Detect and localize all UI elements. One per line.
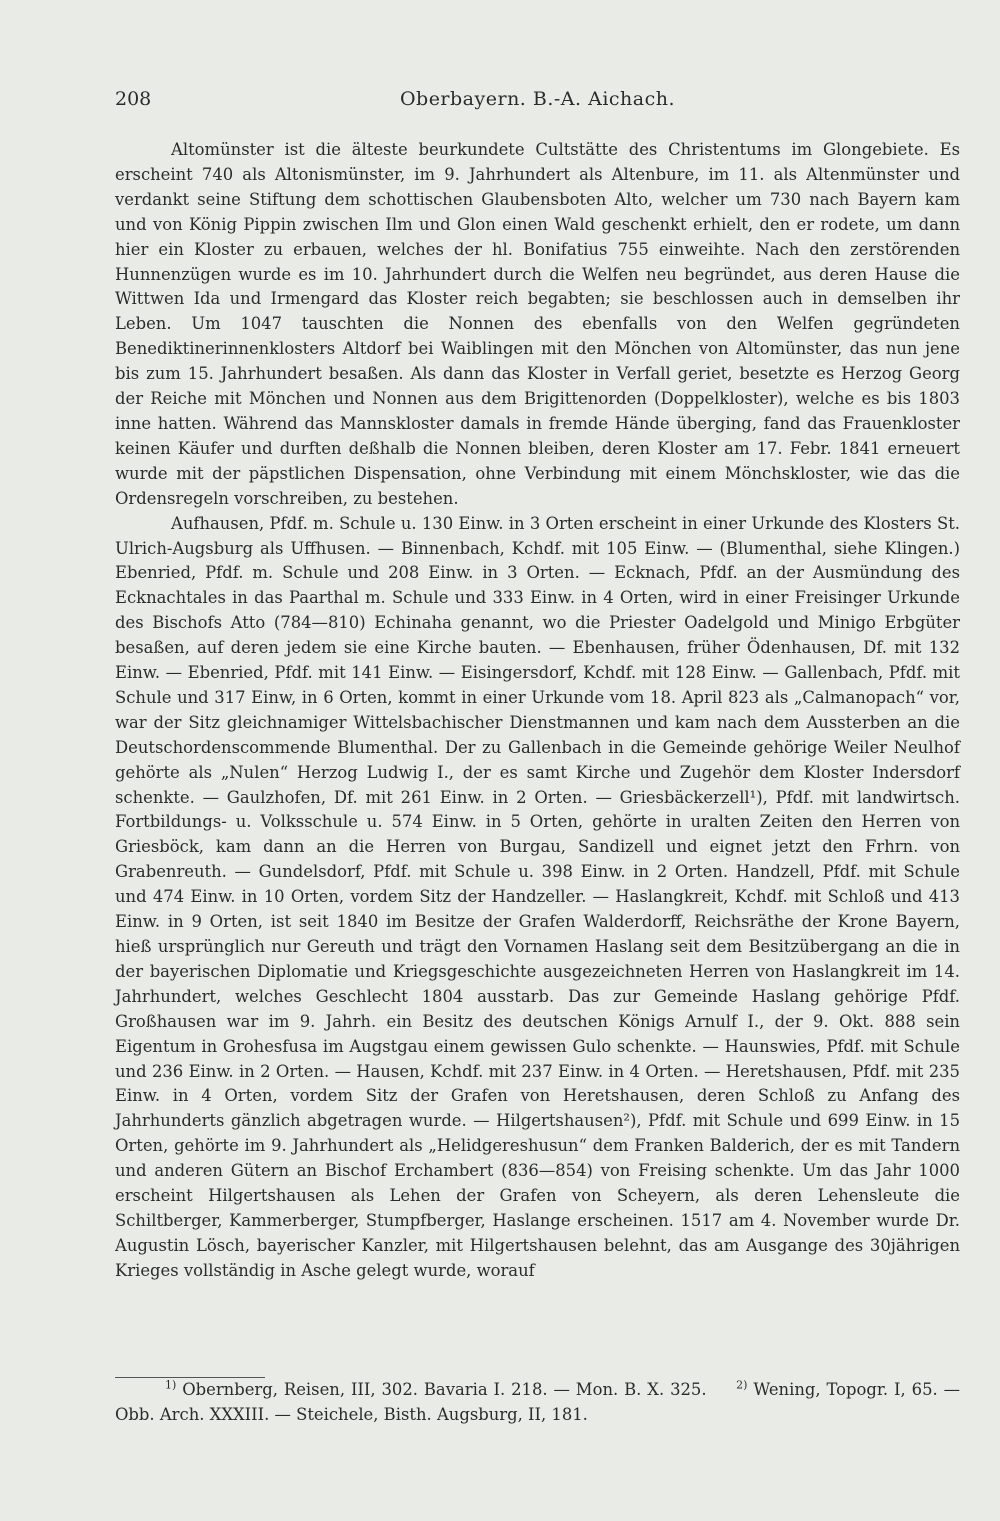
footnote-marker-2: 2) <box>736 1378 748 1392</box>
footnote-marker-1: 1) <box>165 1378 177 1392</box>
paragraph-place-entries: Aufhausen, Pfdf. m. Schule u. 130 Einw. in 3 Orten erscheint in einer Urkunde des Klosters St. Ulrich-Augsburg als Uffhusen. — Binnenbach, Kchdf. mit 105 Einw. — (Blumenthal, siehe Klingen.) Ebenried, Pfdf. m. Schule und 208 Einw. in 3 Orten. — Ecknach, Pfdf. an der Ausmündung des Ecknachtales in das Paarthal m. Schule und 333 Einw. in 4 Orten, wird in einer Freisinger Urkunde des Bischofs Atto (784—810) Echinaha genannt, wo die Priester Oadelgold und Minigo Erbgüter besaßen, auf deren jedem sie eine Kirche bauten. — Ebenhausen, früher Ödenhausen, Df. mit 132 Einw. — Ebenried, Pfdf. mit 141 Einw. — Eisingersdorf, Kchdf. mit 128 Einw. — Gallenbach, Pfdf. mit Schule und 317 Einw, in 6 Orten, kommt in einer Urkunde vom 18. April 823 als „Calmanopach“ vor, war der Sitz gleichnamiger Wittelsbachischer Dienstmannen und kam nach dem Aussterben an die Deutschordenscommende Blumenthal. Der zu Gallenbach in die Gemeinde gehörige Weiler Neulhof gehörte als „Nulen“ Herzog Ludwig I., der es samt Kirche und Zugehör dem Kloster Indersdorf schenkte. — Gaulzhofen, Df. mit 261 Einw. in 2 Orten. — Griesbäckerzell¹), Pfdf. mit landwirtsch. Fortbildungs- u. Volksschule u. 574 Einw. in 5 Orten, gehörte in uralten Zeiten den Herren von Griesböck, kam dann an die Herren von Burgau, Sandizell und eignet jetzt den Frhrn. von Grabenreuth. — Gundelsdorf, Pfdf. mit Schule u. 398 Einw. in 2 Orten. Handzell, Pfdf. mit Schule und 474 Einw. in 10 Orten, vordem Sitz der Handzeller. — Haslangkreit, Kchdf. mit Schloß und 413 Einw. in 9 Orten, ist seit 1840 im Besitze der Grafen Walderdorff, Reichsräthe der Krone Bayern, hieß ursprünglich nur Gereuth und trägt den Vornamen Haslang seit dem Besitzübergang an die in der bayerischen Diplomatie und Kriegsgeschichte ausgezeichneten Herren von Haslangkreit im 14. Jahrhundert, welches Geschlecht 1804 ausstarb. Das zur Gemeinde Haslang gehörige Pfdf. Großhausen war im 9. Jahrh. ein Besitz des deutschen Königs Arnulf I., der 9. Okt. 888 sein Eigentum in Grohesfusa im Augstgau einem gewissen Gulo schenkte. — Haunswies, Pfdf. mit Schule und 236 Einw. in 2 Orten. — Hausen, Kchdf. mit 237 Einw. in 4 Orten. — Heretshausen, Pfdf. mit 235 Einw. in 4 Orten, vordem Sitz der Grafen von Heretshausen, deren Schloß zu Anfang des Jahrhunderts gänzlich abgetragen wurde. — Hilgertshausen²), Pfdf. mit Schule und 699 Einw. in 15 Orten, gehörte im 9. Jahrhundert als „Helidgereshusun“ dem Franken Balderich, der es mit Tandern und anderen Gütern an Bischof Erchambert (836—854) von Freising schenkte. Um das Jahr 1000 erscheint Hilgertshausen als Lehen der Grafen von Scheyern, als deren Lehensleute die Schiltberger, Kammerberger, Stumpfberger, Haslange erscheinen. 1517 am 4. November wurde Dr. Augustin Lösch, bayerischer Kanzler, mit Hilgertshausen belehnt, das am Ausgange des 30jährigen Krieges vollständig in Asche gelegt wurde, worauf <box>115 513 960 1280</box>
footnote-1-text: Obernberg, Reisen, III, 302. Bavaria I. 218. — Mon. B. X. 325. <box>182 1380 707 1399</box>
running-title: Oberbayern. B.-A. Aichach. <box>399 88 676 110</box>
page-number: 208 <box>115 88 152 110</box>
footnote-line <box>115 1378 960 1427</box>
main-text <box>115 138 960 1284</box>
footnotes <box>115 1378 960 1427</box>
paragraph-altomuenster: Altomünster ist die älteste beurkundete Cultstätte des Christentums im Glongebiete. Es erscheint 740 als Altonismünster, im 9. Jahrhundert als Altenbure, im 11. als Altenmünster und verdankt seine Stiftung dem schottischen Glaubensboten Alto, welcher um 730 nach Bayern kam und von König Pippin zwischen Ilm und Glon einen Wald geschenkt erhielt, den er rodete, um dann hier ein Kloster zu erbauen, welches der hl. Bonifatius 755 einweihte. Nach den zerstörenden Hunnenzügen wurde es im 10. Jahrhundert durch die Welfen neu begründet, aus deren Hause die Wittwen Ida und Irmengard das Kloster reich begabten; sie beschlossen auch in demselben ihr Leben. Um 1047 tauschten die Nonnen des ebenfalls von den Welfen gegründeten Benediktinerinnenklosters Altdorf bei Waiblingen mit den Mönchen von Altomünster, das nun jene bis zum 15. Jahrhundert besaßen. Als dann das Kloster in Verfall geriet, besetzte es Herzog Georg der Reiche mit Mönchen und Nonnen aus dem Brigittenorden (Doppelkloster), welche es bis 1803 inne hatten. Während das Mannskloster damals in fremde Hände überging, fand das Frauenkloster keinen Käufer und durften deßhalb die Nonnen bleiben, deren Kloster am 17. Febr. 1841 erneuert wurde mit der päpstlichen Dispensation, ohne Verbindung mit einem Mönchskloster, wie das die Ordensregeln vorschreiben, zu bestehen. <box>115 140 960 508</box>
footnote-2-text: Wening, Topogr. I, 65. — Obb. Arch. XXXIII. — Steichele, Bisth. Augsburg, II, 181. <box>115 1380 961 1424</box>
page-header <box>115 88 960 118</box>
